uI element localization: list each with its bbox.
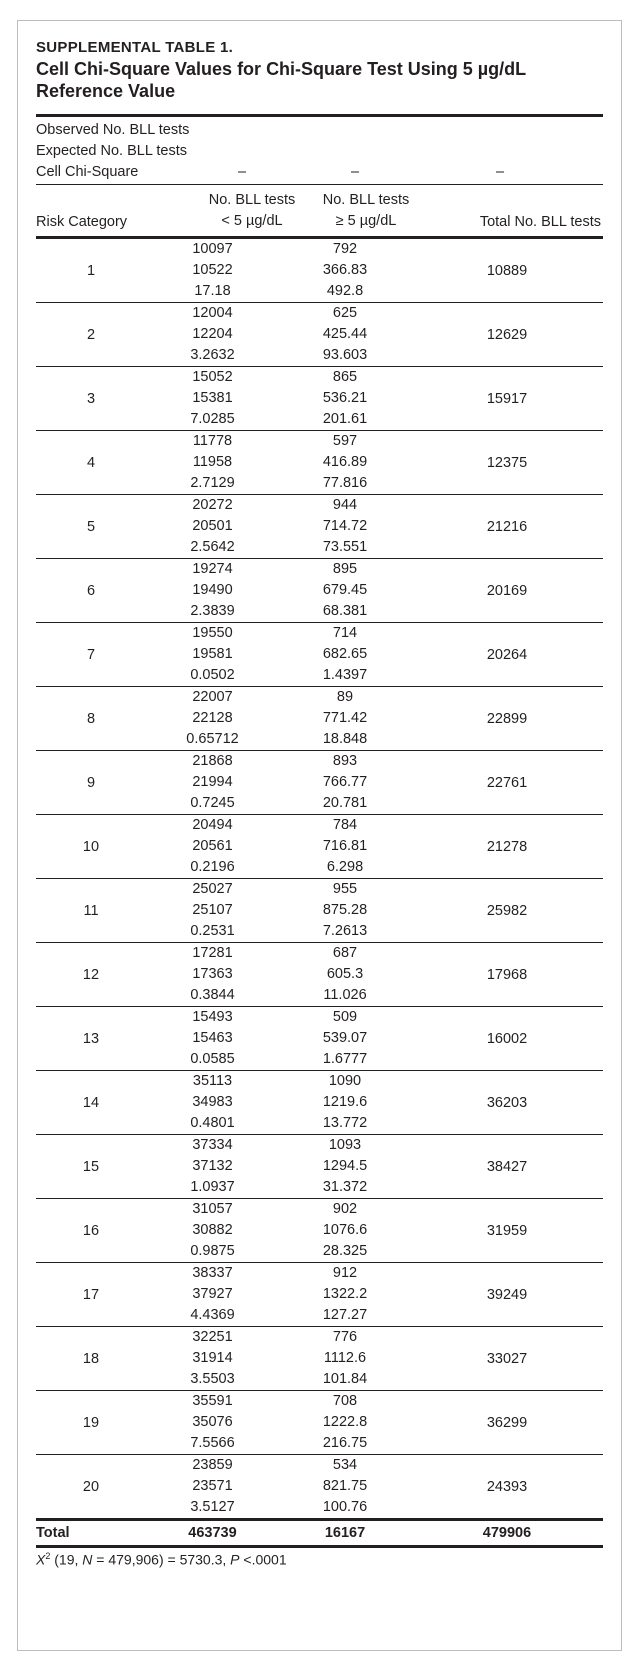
- total-all: 479906: [482, 1525, 532, 1541]
- lt5-expected-value: 19490: [192, 582, 233, 598]
- lt5-chisq-value: 3.5503: [190, 1371, 235, 1387]
- legend-label: Observed No. BLL tests: [36, 122, 190, 138]
- risk-category-cell: 5: [36, 495, 146, 559]
- lt5-expected-value: 22128: [192, 710, 233, 726]
- lt5-observed-value: 31057: [192, 1201, 233, 1217]
- ge5-cell: [279, 1135, 411, 1199]
- ge5-chisq-value: 31.372: [322, 1179, 368, 1195]
- header-ge5: [308, 190, 424, 232]
- header-total: Total No. BLL tests: [479, 214, 601, 230]
- lt5-chisq-value: 1.0937: [190, 1179, 235, 1195]
- total-cell: 20169: [411, 559, 603, 623]
- risk-category-cell: 12: [36, 943, 146, 1007]
- lt5-chisq-value: 0.0502: [190, 667, 235, 683]
- ge5-observed-value: 902: [332, 1201, 358, 1217]
- lt5-observed-value: 20494: [192, 817, 233, 833]
- ge5-expected-value: 1322.2: [322, 1286, 368, 1302]
- ge5-expected-value: 425.44: [322, 326, 368, 342]
- ge5-observed-value: 776: [332, 1329, 358, 1345]
- ge5-expected-value: 821.75: [322, 1478, 368, 1494]
- lt5-cell: [146, 1199, 279, 1263]
- top-rule: [36, 114, 603, 117]
- risk-category-cell: 14: [36, 1071, 146, 1135]
- lt5-expected-value: 35076: [192, 1414, 233, 1430]
- total-cell: 15917: [411, 367, 603, 431]
- ge5-expected-value: 875.28: [322, 902, 368, 918]
- ge5-cell: [279, 751, 411, 815]
- lt5-expected-value: 37927: [192, 1286, 233, 1302]
- table-row: [36, 1391, 603, 1455]
- ge5-cell: [279, 367, 411, 431]
- lt5-expected-value: 15381: [192, 390, 233, 406]
- legend-dash-total: –: [495, 164, 505, 180]
- ge5-cell: [279, 1455, 411, 1519]
- total-cell: 38427: [411, 1135, 603, 1199]
- total-cell: 17968: [411, 943, 603, 1007]
- lt5-cell: [146, 303, 279, 367]
- total-ge5: 16167: [324, 1525, 366, 1541]
- lt5-cell: [146, 1135, 279, 1199]
- lt5-expected-value: 10522: [192, 262, 233, 278]
- lt5-chisq-value: 0.0585: [190, 1051, 235, 1067]
- lt5-observed-value: 32251: [192, 1329, 233, 1345]
- lt5-cell: [146, 687, 279, 751]
- total-cell: 39249: [411, 1263, 603, 1327]
- footnote: [36, 1551, 603, 1568]
- ge5-cell: [279, 687, 411, 751]
- total-cell: 20264: [411, 623, 603, 687]
- lt5-observed-value: 25027: [192, 881, 233, 897]
- lt5-chisq-value: 7.0285: [190, 411, 235, 427]
- ge5-expected-value: 716.81: [322, 838, 368, 854]
- header-lt5-line-2: < 5 µg/dL: [221, 213, 283, 229]
- lt5-expected-value: 20501: [192, 518, 233, 534]
- ge5-chisq-value: 101.84: [322, 1371, 368, 1387]
- total-cell: 36203: [411, 1071, 603, 1135]
- lt5-expected-value: 30882: [192, 1222, 233, 1238]
- table-row: [36, 367, 603, 431]
- table-row: [36, 431, 603, 495]
- table-row: [36, 495, 603, 559]
- table-row: [36, 1455, 603, 1519]
- lt5-cell: [146, 1263, 279, 1327]
- ge5-cell: [279, 943, 411, 1007]
- ge5-expected-value: 1112.6: [323, 1350, 367, 1366]
- lt5-observed-value: 11778: [192, 433, 233, 449]
- lt5-chisq-value: 0.65712: [186, 731, 239, 747]
- lt5-observed-value: 37334: [192, 1137, 233, 1153]
- lt5-observed-value: 21868: [192, 753, 233, 769]
- lt5-chisq-value: 0.2196: [190, 859, 235, 875]
- lt5-cell: [146, 1327, 279, 1391]
- ge5-cell: [279, 303, 411, 367]
- ge5-chisq-value: 28.325: [322, 1243, 368, 1259]
- footnote-post-p: <.0001: [239, 1551, 287, 1568]
- risk-category-cell: 1: [36, 239, 146, 303]
- table-label: SUPPLEMENTAL TABLE 1.: [36, 39, 234, 56]
- ge5-expected-value: 536.21: [322, 390, 368, 406]
- table-row: [36, 943, 603, 1007]
- ge5-observed-value: 944: [332, 497, 358, 513]
- footnote-sup: 2: [45, 1551, 51, 1561]
- lt5-chisq-value: 7.5566: [190, 1435, 235, 1451]
- ge5-chisq-value: 6.298: [326, 859, 364, 875]
- total-label: Total: [36, 1525, 70, 1541]
- table-row: [36, 1263, 603, 1327]
- lt5-cell: [146, 239, 279, 303]
- ge5-observed-value: 912: [332, 1265, 358, 1281]
- total-cell: 36299: [411, 1391, 603, 1455]
- ge5-expected-value: 366.83: [322, 262, 368, 278]
- total-row: [36, 1521, 603, 1545]
- ge5-expected-value: 605.3: [326, 966, 364, 982]
- ge5-observed-value: 1093: [328, 1137, 362, 1153]
- risk-category-cell: 19: [36, 1391, 146, 1455]
- legend-label: Expected No. BLL tests: [36, 143, 187, 159]
- ge5-chisq-value: 20.781: [322, 795, 368, 811]
- lt5-observed-value: 35113: [192, 1073, 233, 1089]
- ge5-cell: [279, 1263, 411, 1327]
- legend-label: Cell Chi-Square: [36, 164, 139, 180]
- risk-category-cell: 9: [36, 751, 146, 815]
- lt5-cell: [146, 431, 279, 495]
- footnote-pre-n: (19,: [50, 1551, 83, 1568]
- total-cell: 21278: [411, 815, 603, 879]
- ge5-cell: [279, 495, 411, 559]
- lt5-chisq-value: 0.3844: [190, 987, 235, 1003]
- header-ge5-line-2: ≥ 5 µg/dL: [335, 213, 397, 229]
- lt5-observed-value: 15052: [192, 369, 233, 385]
- ge5-cell: [279, 815, 411, 879]
- ge5-observed-value: 509: [332, 1009, 358, 1025]
- ge5-observed-value: 708: [332, 1393, 358, 1409]
- lt5-cell: [146, 559, 279, 623]
- ge5-observed-value: 893: [332, 753, 358, 769]
- lt5-cell: [146, 1071, 279, 1135]
- ge5-cell: [279, 1071, 411, 1135]
- ge5-observed-value: 625: [332, 305, 358, 321]
- header-ge5-line-1: No. BLL tests: [322, 192, 410, 208]
- table-frame: [17, 20, 622, 1651]
- ge5-cell: [279, 431, 411, 495]
- lt5-observed-value: 10097: [192, 241, 233, 257]
- lt5-expected-value: 20561: [192, 838, 233, 854]
- header-lt5-line-1: No. BLL tests: [208, 192, 296, 208]
- ge5-chisq-value: 100.76: [322, 1499, 368, 1515]
- ge5-expected-value: 1294.5: [322, 1158, 368, 1174]
- ge5-cell: [279, 559, 411, 623]
- bottom-rule: [36, 1545, 603, 1548]
- table-row: [36, 1007, 603, 1071]
- total-cell: 22899: [411, 687, 603, 751]
- ge5-chisq-value: 93.603: [322, 347, 368, 363]
- total-cell: 31959: [411, 1199, 603, 1263]
- header-lt5: [194, 190, 310, 232]
- lt5-observed-value: 35591: [192, 1393, 233, 1409]
- ge5-expected-value: 682.65: [322, 646, 368, 662]
- ge5-observed-value: 895: [332, 561, 358, 577]
- lt5-expected-value: 21994: [192, 774, 233, 790]
- table-row: [36, 1071, 603, 1135]
- risk-category-cell: 16: [36, 1199, 146, 1263]
- total-table: [36, 1521, 603, 1545]
- ge5-cell: [279, 1007, 411, 1071]
- lt5-observed-value: 15493: [192, 1009, 233, 1025]
- lt5-cell: [146, 495, 279, 559]
- lt5-observed-value: 20272: [192, 497, 233, 513]
- ge5-chisq-value: 1.4397: [322, 667, 368, 683]
- ge5-chisq-value: 492.8: [326, 283, 364, 299]
- lt5-cell: [146, 815, 279, 879]
- legend-line-chisq: [36, 162, 603, 183]
- data-table: [36, 239, 603, 1518]
- lt5-observed-value: 19274: [192, 561, 233, 577]
- ge5-observed-value: 1090: [328, 1073, 362, 1089]
- risk-category-cell: 18: [36, 1327, 146, 1391]
- lt5-cell: [146, 751, 279, 815]
- lt5-expected-value: 31914: [192, 1350, 233, 1366]
- lt5-cell: [146, 943, 279, 1007]
- risk-category-cell: 11: [36, 879, 146, 943]
- legend-line-expected: [36, 141, 603, 162]
- ge5-observed-value: 89: [336, 689, 354, 705]
- total-cell: 22761: [411, 751, 603, 815]
- table-row: [36, 303, 603, 367]
- ge5-observed-value: 955: [332, 881, 358, 897]
- ge5-chisq-value: 11.026: [323, 987, 367, 1003]
- lt5-cell: [146, 623, 279, 687]
- ge5-expected-value: 679.45: [322, 582, 368, 598]
- risk-category-cell: 3: [36, 367, 146, 431]
- ge5-observed-value: 687: [332, 945, 358, 961]
- ge5-chisq-value: 127.27: [322, 1307, 368, 1323]
- total-cell: 10889: [411, 239, 603, 303]
- lt5-observed-value: 17281: [192, 945, 233, 961]
- lt5-expected-value: 12204: [192, 326, 233, 342]
- table-row: [36, 239, 603, 303]
- total-cell: 24393: [486, 1478, 528, 1495]
- ge5-expected-value: 714.72: [322, 518, 368, 534]
- ge5-cell: [279, 879, 411, 943]
- lt5-cell: [146, 1391, 279, 1455]
- risk-category-cell: 7: [36, 623, 146, 687]
- table-title-line-2: Reference Value: [36, 81, 176, 101]
- lt5-chisq-value: 0.2531: [190, 923, 235, 939]
- ge5-chisq-value: 7.2613: [322, 923, 368, 939]
- ge5-chisq-value: 73.551: [322, 539, 368, 555]
- lt5-expected-value: 11958: [192, 454, 233, 470]
- risk-category-cell: 20: [82, 1478, 100, 1495]
- lt5-cell: [146, 1455, 279, 1519]
- total-cell: 21216: [411, 495, 603, 559]
- table-title: [36, 58, 603, 102]
- ge5-chisq-value: 1.6777: [322, 1051, 368, 1067]
- lt5-chisq-value: 3.2632: [190, 347, 235, 363]
- table-row: [36, 879, 603, 943]
- ge5-cell: [279, 1199, 411, 1263]
- lt5-chisq-value: 0.9875: [190, 1243, 235, 1259]
- legend-dash-ge5: –: [350, 164, 360, 180]
- table-row: [36, 623, 603, 687]
- lt5-cell: [146, 1007, 279, 1071]
- ge5-chisq-value: 201.61: [322, 411, 368, 427]
- ge5-observed-value: 714: [332, 625, 358, 641]
- lt5-expected-value: 23571: [192, 1478, 233, 1494]
- table-row: [36, 815, 603, 879]
- table-row: [36, 687, 603, 751]
- total-cell: 25982: [411, 879, 603, 943]
- ge5-observed-value: 534: [332, 1457, 358, 1473]
- ge5-chisq-value: 77.816: [322, 475, 368, 491]
- footnote-n: N: [82, 1551, 93, 1568]
- footnote-p: P: [230, 1551, 240, 1568]
- lt5-chisq-value: 2.7129: [190, 475, 235, 491]
- ge5-chisq-value: 13.772: [322, 1115, 368, 1131]
- total-cell: 12375: [411, 431, 603, 495]
- ge5-cell: [279, 1327, 411, 1391]
- ge5-chisq-value: 18.848: [322, 731, 368, 747]
- ge5-expected-value: 1222.8: [322, 1414, 368, 1430]
- ge5-chisq-value: 68.381: [322, 603, 368, 619]
- ge5-expected-value: 416.89: [322, 454, 368, 470]
- total-cell: 12629: [411, 303, 603, 367]
- ge5-chisq-value: 216.75: [322, 1435, 368, 1451]
- ge5-cell: [279, 1391, 411, 1455]
- lt5-chisq-value: 0.4801: [190, 1115, 235, 1131]
- table-row: [36, 1327, 603, 1391]
- lt5-cell: [146, 879, 279, 943]
- ge5-observed-value: 784: [332, 817, 358, 833]
- total-cell: 33027: [411, 1327, 603, 1391]
- lt5-expected-value: 17363: [192, 966, 233, 982]
- ge5-cell: [279, 239, 411, 303]
- lt5-chisq-value: 0.7245: [190, 795, 235, 811]
- table-container: [36, 37, 603, 1568]
- ge5-expected-value: 771.42: [322, 710, 368, 726]
- lt5-expected-value: 19581: [192, 646, 233, 662]
- legend-line-observed: [36, 120, 603, 141]
- footnote-symbol: X: [36, 1551, 46, 1568]
- lt5-chisq-value: 17.18: [194, 283, 231, 299]
- header-risk-category: Risk Category: [36, 214, 128, 230]
- data-table-body: [36, 239, 603, 1518]
- legend-dash-lt5: –: [237, 164, 247, 180]
- table-row: [36, 1199, 603, 1263]
- ge5-expected-value: 766.77: [322, 774, 368, 790]
- lt5-chisq-value: 3.5127: [190, 1499, 235, 1515]
- lt5-chisq-value: 4.4369: [190, 1307, 235, 1323]
- lt5-expected-value: 34983: [192, 1094, 233, 1110]
- table-title-line-1: Cell Chi-Square Values for Chi-Square Test Using 5 µg/dL: [36, 59, 527, 79]
- ge5-expected-value: 1076.6: [322, 1222, 368, 1238]
- lt5-observed-value: 19550: [192, 625, 233, 641]
- ge5-expected-value: 1219.6: [322, 1094, 368, 1110]
- lt5-expected-value: 37132: [192, 1158, 233, 1174]
- ge5-observed-value: 597: [332, 433, 358, 449]
- lt5-observed-value: 22007: [192, 689, 233, 705]
- lt5-observed-value: 23859: [192, 1457, 233, 1473]
- total-lt5: 463739: [188, 1525, 237, 1541]
- risk-category-cell: 10: [36, 815, 146, 879]
- lt5-expected-value: 15463: [192, 1030, 233, 1046]
- legend-block: [36, 120, 603, 183]
- risk-category-cell: 2: [36, 303, 146, 367]
- lt5-observed-value: 38337: [192, 1265, 233, 1281]
- lt5-expected-value: 25107: [192, 902, 233, 918]
- column-headers: [36, 185, 603, 236]
- lt5-chisq-value: 2.5642: [190, 539, 235, 555]
- table-row: [36, 751, 603, 815]
- lt5-chisq-value: 2.3839: [190, 603, 235, 619]
- total-cell: 16002: [411, 1007, 603, 1071]
- risk-category-cell: 17: [36, 1263, 146, 1327]
- footnote-post-n: = 479,906) = 5730.3,: [92, 1551, 231, 1568]
- lt5-cell: [146, 367, 279, 431]
- ge5-observed-value: 792: [332, 241, 358, 257]
- risk-category-cell: 6: [36, 559, 146, 623]
- ge5-expected-value: 539.07: [322, 1030, 368, 1046]
- ge5-observed-value: 865: [332, 369, 358, 385]
- risk-category-cell: 13: [36, 1007, 146, 1071]
- table-row: [36, 1135, 603, 1199]
- table-row: [36, 559, 603, 623]
- ge5-cell: [279, 623, 411, 687]
- risk-category-cell: 4: [36, 431, 146, 495]
- risk-category-cell: 15: [36, 1135, 146, 1199]
- risk-category-cell: 8: [36, 687, 146, 751]
- lt5-observed-value: 12004: [192, 305, 233, 321]
